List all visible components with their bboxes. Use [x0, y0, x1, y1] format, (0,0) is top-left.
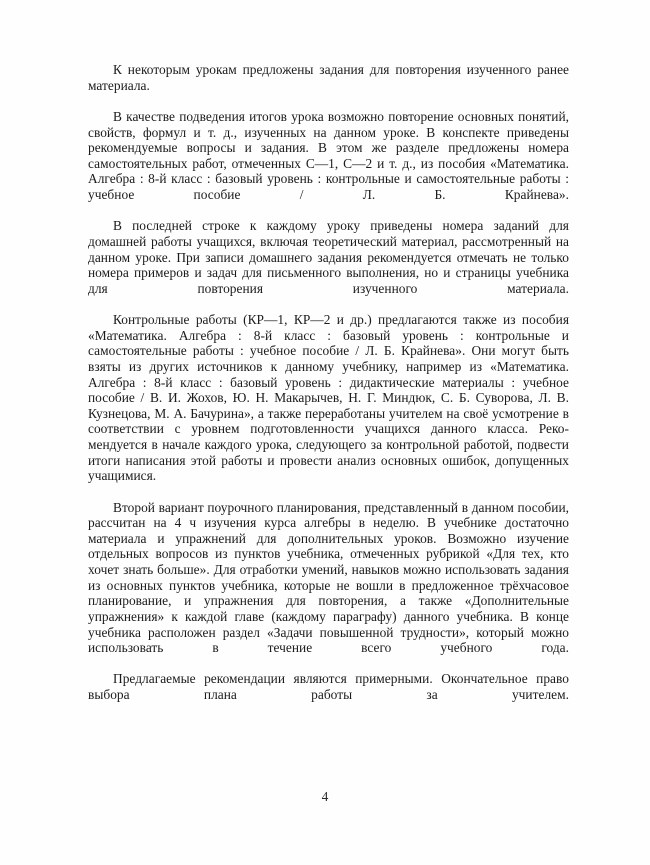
paragraph-4: Контрольные работы (КР—1, КР—2 и др.) предлагаются также из пособия «Математика. Алгебра : 8-й класс : базовый уровень : контрольные и самостоятельные работы : учебное пособие / Л. Б. Крайнева». Они могут быть взяты из других источников к данному учебнику, например из «Математика. Алгебра : 8-й класс : базовый уровень : дидактические материалы : учебное пособие / В. И. Жохов, Ю. Н. Макарычев, Н. Г. Миндюк, С. Б. Суворова, Л. В. Кузнецова, М. А. Бачурина», а также переработаны учителем на своё усмотрение в соответствии с уровнем подготовленности учащихся данного класса. Рекомендуется в начале каждого урока, следующего за контрольной работой, подвести итоги написания этой работы и провести анализ основных ошибок, допущенных учащимися.: [88, 312, 569, 484]
paragraph-5: Второй вариант поурочного планирования, представленный в данном пособии, рассчитан на 4 ч изучения курса алгебры в неделю. В учебнике достаточно материала и упражнений для дополнительных уроков. Возможно изучение отдельных вопросов из пунктов учебника, отмеченных рубрикой «Для тех, кто хочет знать больше». Для отработки умений, навыков можно использовать задания из основных пунктов учебника, которые не вошли в предложенное трёхчасовое планирование, и упражнения для повторения, а также «Дополнительные упражнения» к каждой главе (каждому параграфу) данного учебника. В конце учебника расположен раздел «Задачи повышенной трудности», который можно использовать в течение всего учебного года.: [88, 499, 569, 656]
paragraph-1: К некоторым урокам предложены задания для повторения изученного ранее материала.: [88, 62, 569, 93]
paragraph-3: В последней строке к каждому уроку приведены номера заданий для домашней работы учащихся, включая теоретический материал, рассмотренный на данном уроке. При записи домашнего задания рекомендуется отмечать не только номера примеров и задач для письменного выполнения, но и страницы учебника для повторения изученного материала.: [88, 218, 569, 296]
paragraph-2: В качестве подведения итогов урока возможно повторение основных понятий, свойств, формул и т. д., изученных на данном уроке. В конспекте приведены рекомендуемые вопросы и задания. В этом же разделе предложены номера самостоятельных работ, отмеченных С—1, С—2 и т. д., из пособия «Математика. Алгебра : 8-й класс : базовый уровень : контрольные и самостоятельные работы : учебное пособие / Л. Б. Крайнева».: [88, 108, 569, 202]
page-number: 4: [321, 789, 329, 804]
body-text-column: [88, 62, 569, 718]
paragraph-6: Предлагаемые рекомендации являются примерными. Окончательное право выбора плана работы за учителем.: [88, 671, 569, 702]
